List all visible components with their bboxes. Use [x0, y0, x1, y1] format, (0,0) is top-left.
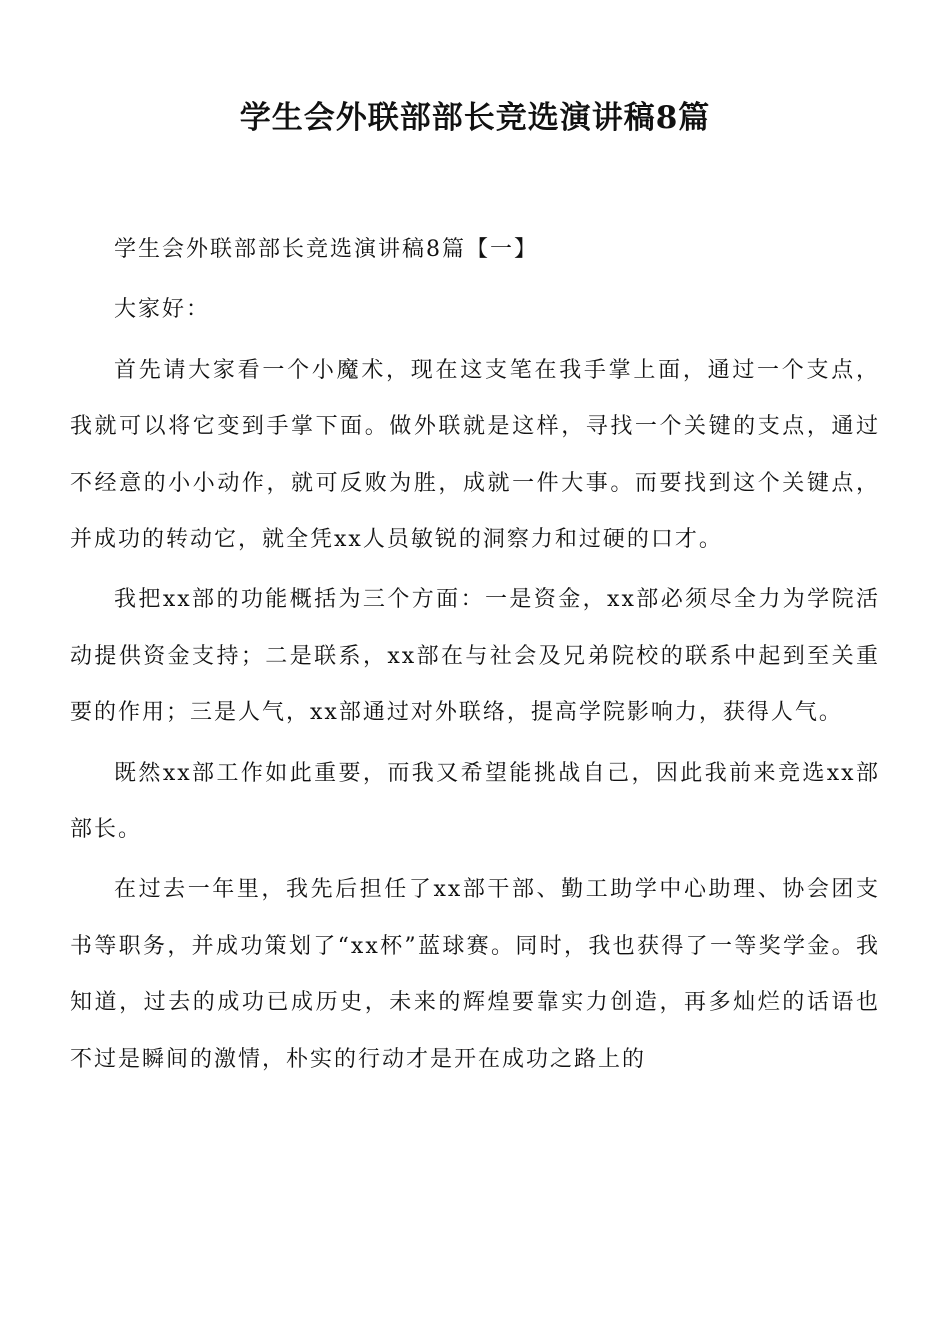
document-body — [70, 222, 880, 1092]
body-paragraph: 首先请大家看一个小魔术，现在这支笔在我手掌上面，通过一个支点，我就可以将它变到手掌下面。做外联就是这样，寻找一个关键的支点，通过不经意的小小动作，就可反败为胜，成就一件大事。而要找到这个关键点，并成功的转动它，就全凭xx人员敏锐的洞察力和过硬的口才。 — [70, 357, 880, 553]
body-paragraph: 我把xx部的功能概括为三个方面：一是资金，xx部必须尽全力为学院活动提供资金支持；二是联系，xx部在与社会及兄弟院校的联系中起到至关重要的作用；三是人气，xx部通过对外联络，提高学院影响力，获得人气。 — [70, 587, 880, 726]
document-title: 学生会外联部部长竞选演讲稿8篇 — [239, 100, 711, 136]
body-paragraph: 在过去一年里，我先后担任了xx部干部、勤工助学中心助理、协会团支书等职务，并成功策划了“xx杯”蓝球赛。同时，我也获得了一等奖学金。我知道，过去的成功已成历史，未来的辉煌要靠实力创造，再多灿烂的话语也不过是瞬间的激情，朴实的行动才是开在成功之路上的 — [70, 877, 880, 1072]
body-paragraph: 既然xx部工作如此重要，而我又希望能挑战自己，因此我前来竞选xx部部长。 — [70, 760, 880, 843]
greeting-paragraph: 大家好： — [114, 297, 211, 323]
section-heading: 学生会外联部部长竞选演讲稿8篇【一】 — [114, 237, 538, 262]
